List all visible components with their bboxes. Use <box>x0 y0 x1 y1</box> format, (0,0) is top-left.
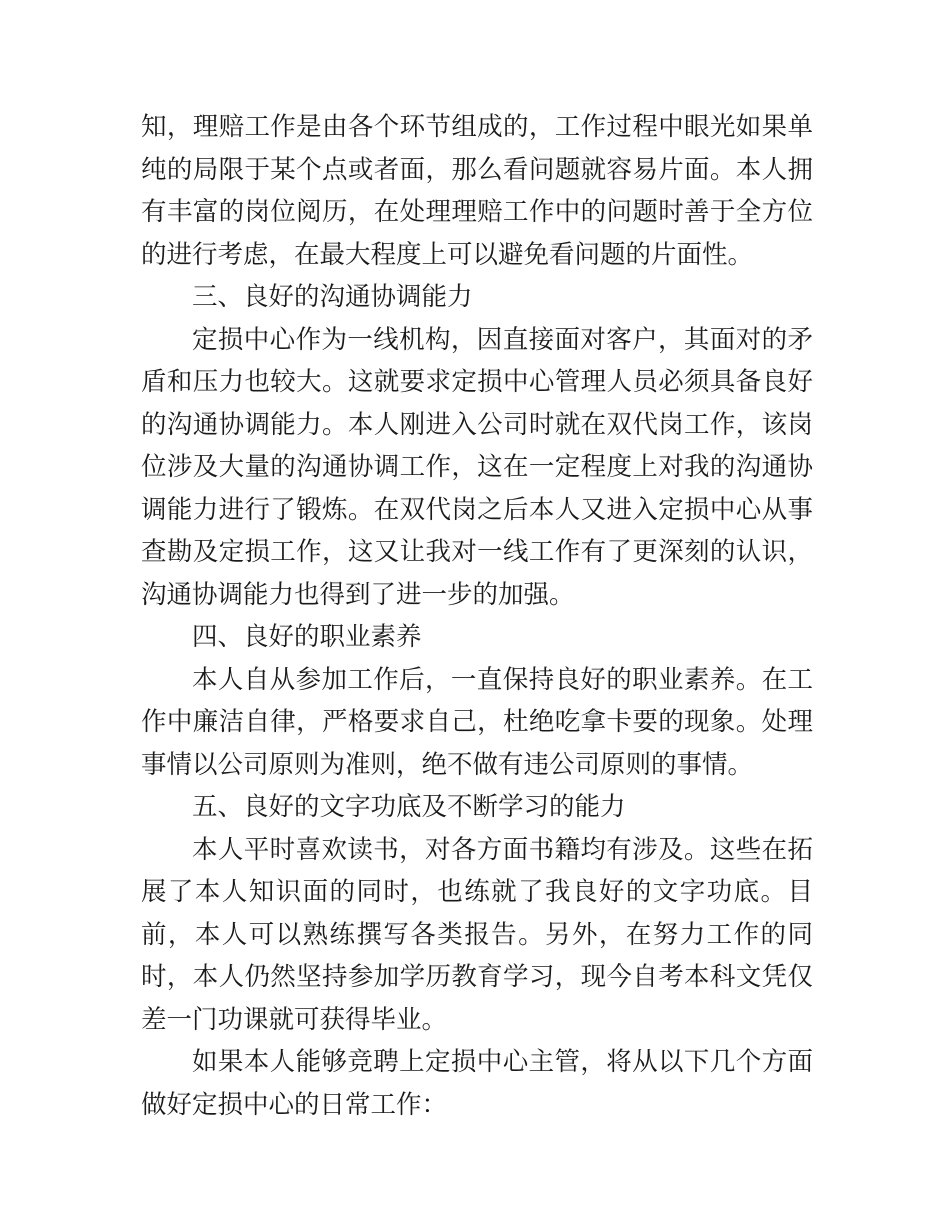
paragraph-professionalism: 本人自从参加工作后，一直保持良好的职业素养。在工作中廉洁自律，严格要求自己，杜绝吃拿卡要的现象。处理事情以公司原则为准则，绝不做有违公司原则的事情。 <box>141 664 813 780</box>
section-heading-communication: 三、良好的沟通协调能力 <box>192 282 473 312</box>
document-body <box>141 106 813 1126</box>
paragraph-writing-learning: 本人平时喜欢读书，对各方面书籍均有涉及。这些在拓展了本人知识面的同时，也练就了我良好的文字功底。目前，本人可以熟练撰写各类报告。另外，在努力工作的同时，本人仍然坚持参加学历教育学习，现今自考本科文凭仅差一门功课就可获得毕业。 <box>141 834 813 1035</box>
paragraph-continued: 知，理赔工作是由各个环节组成的，工作过程中眼光如果单纯的局限于某个点或者面，那么看问题就容易片面。本人拥有丰富的岗位阅历，在处理理赔工作中的问题时善于全方位的进行考虑，在最大程度上可以避免看问题的片面性。 <box>141 112 813 270</box>
paragraph-plan-intro: 如果本人能够竞聘上定损中心主管，将从以下几个方面做好定损中心的日常工作： <box>141 1047 813 1120</box>
section-heading-professionalism: 四、良好的职业素养 <box>192 622 422 652</box>
section-heading-writing-learning: 五、良好的文字功底及不断学习的能力 <box>192 792 626 822</box>
paragraph-communication: 定损中心作为一线机构，因直接面对客户，其面对的矛盾和压力也较大。这就要求定损中心管理人员必须具备良好的沟通协调能力。本人刚进入公司时就在双代岗工作，该岗位涉及大量的沟通协调工作，这在一定程度上对我的沟通协调能力进行了锻炼。在双代岗之后本人又进入定损中心从事查勘及定损工作，这又让我对一线工作有了更深刻的认识，沟通协调能力也得到了进一步的加强。 <box>141 324 813 610</box>
